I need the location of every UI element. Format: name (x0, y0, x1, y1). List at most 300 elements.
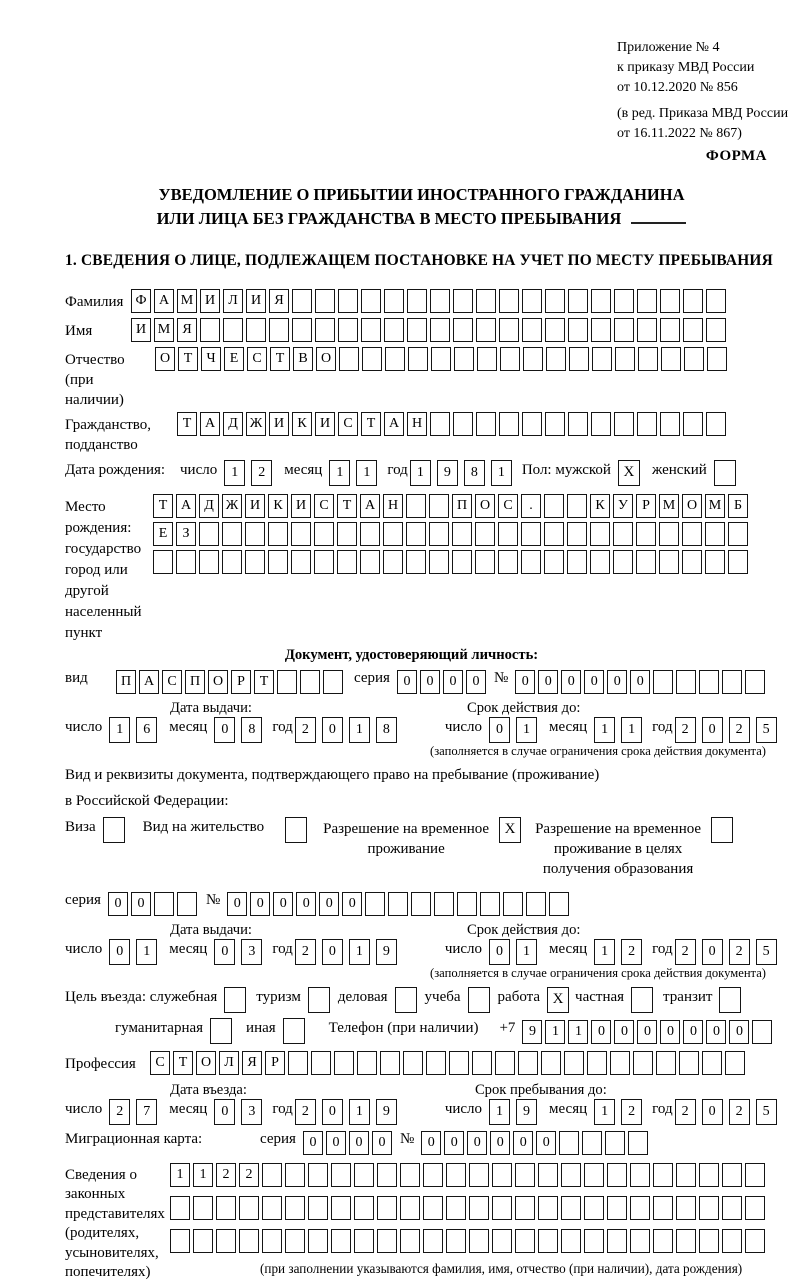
char-cell[interactable] (430, 318, 450, 342)
char-cell[interactable] (538, 1163, 558, 1187)
char-cell[interactable]: О (208, 670, 228, 694)
char-cell[interactable] (457, 892, 477, 916)
char-cell[interactable]: 0 (538, 670, 558, 694)
char-cell[interactable]: 1 (170, 1163, 190, 1187)
char-cell[interactable] (429, 522, 449, 546)
char-cell[interactable]: 2 (109, 1099, 130, 1125)
char-cell[interactable]: 8 (241, 717, 262, 743)
char-cell[interactable]: Т (173, 1051, 193, 1075)
char-cell[interactable]: А (154, 289, 174, 313)
char-cell[interactable]: 1 (329, 460, 350, 486)
char-cell[interactable]: И (315, 412, 335, 436)
char-cell[interactable] (193, 1229, 213, 1253)
char-cell[interactable] (423, 1163, 443, 1187)
char-cell[interactable] (377, 1163, 397, 1187)
char-cell[interactable] (745, 1163, 765, 1187)
char-cell[interactable]: 2 (295, 717, 316, 743)
char-cell[interactable] (492, 1196, 512, 1220)
char-cell[interactable] (653, 1229, 673, 1253)
char-cell[interactable]: 0 (131, 892, 151, 916)
char-cell[interactable] (676, 1196, 696, 1220)
char-cell[interactable]: А (176, 494, 196, 518)
char-cell[interactable]: 0 (584, 670, 604, 694)
char-cell[interactable] (590, 522, 610, 546)
char-cell[interactable] (676, 1163, 696, 1187)
char-cell[interactable] (495, 1051, 515, 1075)
char-cell[interactable] (676, 1229, 696, 1253)
char-cell[interactable] (153, 550, 173, 574)
char-cell[interactable] (605, 1131, 625, 1155)
char-cell[interactable] (682, 522, 702, 546)
char-cell[interactable]: 1 (594, 717, 615, 743)
char-cell[interactable] (400, 1229, 420, 1253)
char-cell[interactable]: 2 (295, 1099, 316, 1125)
char-cell[interactable]: 2 (729, 1099, 750, 1125)
char-cell[interactable] (285, 1229, 305, 1253)
char-cell[interactable]: У (613, 494, 633, 518)
char-cell[interactable] (706, 318, 726, 342)
char-cell[interactable] (567, 550, 587, 574)
char-cell[interactable] (476, 412, 496, 436)
char-cell[interactable] (380, 1051, 400, 1075)
char-cell[interactable] (331, 1229, 351, 1253)
char-cell[interactable] (568, 318, 588, 342)
char-cell[interactable] (699, 1196, 719, 1220)
char-cell[interactable] (385, 347, 405, 371)
char-cell[interactable] (637, 412, 657, 436)
char-cell[interactable] (354, 1196, 374, 1220)
char-cell[interactable] (469, 1163, 489, 1187)
char-cell[interactable] (400, 1163, 420, 1187)
char-cell[interactable] (406, 494, 426, 518)
char-cell[interactable]: 1 (193, 1163, 213, 1187)
char-cell[interactable] (660, 289, 680, 313)
char-cell[interactable]: 9 (437, 460, 458, 486)
char-cell[interactable] (315, 289, 335, 313)
char-cell[interactable] (561, 1163, 581, 1187)
char-cell[interactable]: 0 (637, 1020, 657, 1044)
char-cell[interactable]: Т (177, 412, 197, 436)
char-cell[interactable] (411, 892, 431, 916)
char-cell[interactable]: В (293, 347, 313, 371)
char-cell[interactable]: 0 (420, 670, 440, 694)
char-cell[interactable]: 0 (322, 1099, 343, 1125)
char-cell[interactable]: К (292, 412, 312, 436)
char-cell[interactable] (498, 522, 518, 546)
char-cell[interactable] (515, 1229, 535, 1253)
char-cell[interactable] (545, 318, 565, 342)
char-cell[interactable]: С (247, 347, 267, 371)
char-cell[interactable] (354, 1163, 374, 1187)
char-cell[interactable] (239, 1229, 259, 1253)
char-cell[interactable] (633, 1051, 653, 1075)
char-cell[interactable]: Ж (222, 494, 242, 518)
char-cell[interactable] (559, 1131, 579, 1155)
char-cell[interactable]: 0 (322, 939, 343, 965)
char-cell[interactable] (499, 289, 519, 313)
char-cell[interactable]: 8 (464, 460, 485, 486)
char-cell[interactable]: Т (361, 412, 381, 436)
char-cell[interactable] (154, 892, 174, 916)
char-cell[interactable] (354, 1229, 374, 1253)
char-cell[interactable]: 9 (376, 1099, 397, 1125)
char-cell[interactable] (361, 289, 381, 313)
char-cell[interactable] (515, 1196, 535, 1220)
char-cell[interactable] (636, 550, 656, 574)
char-cell[interactable]: О (196, 1051, 216, 1075)
char-cell[interactable]: О (155, 347, 175, 371)
char-cell[interactable] (722, 1163, 742, 1187)
char-cell[interactable] (377, 1229, 397, 1253)
char-cell[interactable] (476, 289, 496, 313)
char-cell[interactable] (245, 550, 265, 574)
char-cell[interactable] (659, 522, 679, 546)
char-cell[interactable]: Б (728, 494, 748, 518)
char-cell[interactable]: 0 (490, 1131, 510, 1155)
char-cell[interactable]: 0 (296, 892, 316, 916)
char-cell[interactable] (498, 550, 518, 574)
char-cell[interactable] (476, 318, 496, 342)
char-cell[interactable] (591, 289, 611, 313)
char-cell[interactable] (360, 550, 380, 574)
char-cell[interactable]: 0 (513, 1131, 533, 1155)
char-cell[interactable]: Д (223, 412, 243, 436)
char-cell[interactable] (523, 347, 543, 371)
char-cell[interactable]: Т (153, 494, 173, 518)
char-cell[interactable]: 0 (561, 670, 581, 694)
char-cell[interactable]: Ч (201, 347, 221, 371)
char-cell[interactable] (638, 347, 658, 371)
char-cell[interactable] (722, 1229, 742, 1253)
char-cell[interactable] (684, 347, 704, 371)
char-cell[interactable] (679, 1051, 699, 1075)
char-cell[interactable] (177, 892, 197, 916)
char-cell[interactable]: 0 (372, 1131, 392, 1155)
char-cell[interactable]: С (338, 412, 358, 436)
char-cell[interactable]: 0 (489, 939, 510, 965)
char-cell[interactable] (728, 550, 748, 574)
char-cell[interactable]: 1 (594, 939, 615, 965)
char-cell[interactable] (338, 289, 358, 313)
char-cell[interactable] (475, 522, 495, 546)
char-cell[interactable] (561, 1229, 581, 1253)
char-cell[interactable]: Н (383, 494, 403, 518)
char-cell[interactable]: 0 (729, 1020, 749, 1044)
char-cell[interactable] (707, 347, 727, 371)
char-cell[interactable]: Р (636, 494, 656, 518)
char-cell[interactable] (500, 347, 520, 371)
char-cell[interactable] (449, 1051, 469, 1075)
char-cell[interactable] (388, 892, 408, 916)
char-cell[interactable] (246, 318, 266, 342)
char-cell[interactable] (403, 1051, 423, 1075)
char-cell[interactable] (591, 412, 611, 436)
char-cell[interactable] (337, 550, 357, 574)
char-cell[interactable] (614, 318, 634, 342)
char-cell[interactable]: Ж (246, 412, 266, 436)
char-cell[interactable]: И (246, 289, 266, 313)
char-cell[interactable] (407, 289, 427, 313)
char-cell[interactable]: 0 (515, 670, 535, 694)
char-cell[interactable] (628, 1131, 648, 1155)
char-cell[interactable] (337, 522, 357, 546)
char-cell[interactable]: Ф (131, 289, 151, 313)
char-cell[interactable] (656, 1051, 676, 1075)
char-cell[interactable] (637, 318, 657, 342)
char-cell[interactable]: 0 (702, 939, 723, 965)
char-cell[interactable] (360, 522, 380, 546)
char-cell[interactable] (745, 670, 765, 694)
char-cell[interactable] (584, 1163, 604, 1187)
char-cell[interactable] (469, 1196, 489, 1220)
char-cell[interactable] (308, 1163, 328, 1187)
char-cell[interactable] (564, 1051, 584, 1075)
char-cell[interactable]: 0 (109, 939, 130, 965)
char-cell[interactable] (262, 1229, 282, 1253)
char-cell[interactable]: 2 (621, 1099, 642, 1125)
char-cell[interactable] (706, 289, 726, 313)
char-cell[interactable]: 5 (756, 717, 777, 743)
char-cell[interactable] (446, 1229, 466, 1253)
char-cell[interactable]: 0 (227, 892, 247, 916)
char-cell[interactable] (222, 550, 242, 574)
checkbox-rvp[interactable]: X (499, 817, 521, 843)
char-cell[interactable] (492, 1229, 512, 1253)
char-cell[interactable] (339, 347, 359, 371)
char-cell[interactable] (291, 550, 311, 574)
char-cell[interactable] (222, 522, 242, 546)
char-cell[interactable]: Л (219, 1051, 239, 1075)
char-cell[interactable]: 5 (756, 1099, 777, 1125)
char-cell[interactable] (699, 1163, 719, 1187)
char-cell[interactable]: 0 (683, 1020, 703, 1044)
char-cell[interactable] (549, 892, 569, 916)
char-cell[interactable]: О (682, 494, 702, 518)
char-cell[interactable] (630, 1196, 650, 1220)
char-cell[interactable] (545, 412, 565, 436)
char-cell[interactable] (683, 289, 703, 313)
char-cell[interactable]: 0 (319, 892, 339, 916)
char-cell[interactable]: 9 (522, 1020, 542, 1044)
char-cell[interactable]: К (268, 494, 288, 518)
checkbox-tourism[interactable] (308, 987, 330, 1013)
checkbox-official[interactable] (224, 987, 246, 1013)
char-cell[interactable]: И (245, 494, 265, 518)
char-cell[interactable]: Я (242, 1051, 262, 1075)
char-cell[interactable] (477, 347, 497, 371)
char-cell[interactable] (308, 1229, 328, 1253)
char-cell[interactable]: М (177, 289, 197, 313)
char-cell[interactable]: 2 (216, 1163, 236, 1187)
char-cell[interactable] (538, 1196, 558, 1220)
char-cell[interactable]: И (269, 412, 289, 436)
char-cell[interactable] (453, 289, 473, 313)
char-cell[interactable]: 0 (273, 892, 293, 916)
char-cell[interactable]: 6 (136, 717, 157, 743)
char-cell[interactable] (262, 1196, 282, 1220)
checkbox-residence-permit[interactable] (285, 817, 307, 843)
char-cell[interactable]: 3 (241, 939, 262, 965)
char-cell[interactable]: П (452, 494, 472, 518)
char-cell[interactable]: О (475, 494, 495, 518)
char-cell[interactable] (728, 522, 748, 546)
checkbox-visa[interactable] (103, 817, 125, 843)
char-cell[interactable]: И (131, 318, 151, 342)
char-cell[interactable]: 1 (349, 717, 370, 743)
char-cell[interactable] (613, 550, 633, 574)
char-cell[interactable]: Е (153, 522, 173, 546)
char-cell[interactable]: 2 (675, 717, 696, 743)
char-cell[interactable] (334, 1051, 354, 1075)
char-cell[interactable] (614, 412, 634, 436)
char-cell[interactable] (400, 1196, 420, 1220)
char-cell[interactable] (361, 318, 381, 342)
checkbox-humanitarian[interactable] (210, 1018, 232, 1044)
char-cell[interactable] (607, 1163, 627, 1187)
char-cell[interactable]: 0 (660, 1020, 680, 1044)
char-cell[interactable] (170, 1229, 190, 1253)
char-cell[interactable] (515, 1163, 535, 1187)
char-cell[interactable] (653, 1196, 673, 1220)
char-cell[interactable]: О (316, 347, 336, 371)
char-cell[interactable]: Т (254, 670, 274, 694)
char-cell[interactable] (615, 347, 635, 371)
char-cell[interactable]: 0 (303, 1131, 323, 1155)
char-cell[interactable] (452, 550, 472, 574)
char-cell[interactable]: 0 (466, 670, 486, 694)
char-cell[interactable] (584, 1196, 604, 1220)
char-cell[interactable] (610, 1051, 630, 1075)
char-cell[interactable]: И (291, 494, 311, 518)
char-cell[interactable]: Д (199, 494, 219, 518)
char-cell[interactable] (429, 550, 449, 574)
char-cell[interactable] (472, 1051, 492, 1075)
char-cell[interactable]: 2 (675, 1099, 696, 1125)
char-cell[interactable]: 0 (421, 1131, 441, 1155)
char-cell[interactable] (699, 1229, 719, 1253)
char-cell[interactable] (561, 1196, 581, 1220)
char-cell[interactable] (223, 318, 243, 342)
char-cell[interactable]: М (154, 318, 174, 342)
char-cell[interactable] (702, 1051, 722, 1075)
char-cell[interactable]: С (314, 494, 334, 518)
char-cell[interactable] (682, 550, 702, 574)
char-cell[interactable] (480, 892, 500, 916)
char-cell[interactable] (659, 550, 679, 574)
char-cell[interactable]: 0 (536, 1131, 556, 1155)
char-cell[interactable]: 2 (295, 939, 316, 965)
char-cell[interactable]: 0 (607, 670, 627, 694)
char-cell[interactable]: С (162, 670, 182, 694)
char-cell[interactable]: 1 (491, 460, 512, 486)
char-cell[interactable]: 1 (349, 939, 370, 965)
char-cell[interactable]: 9 (516, 1099, 537, 1125)
char-cell[interactable]: 2 (621, 939, 642, 965)
char-cell[interactable] (591, 318, 611, 342)
char-cell[interactable] (384, 289, 404, 313)
char-cell[interactable]: 0 (108, 892, 128, 916)
char-cell[interactable]: Е (224, 347, 244, 371)
char-cell[interactable] (518, 1051, 538, 1075)
char-cell[interactable] (308, 1196, 328, 1220)
char-cell[interactable]: . (521, 494, 541, 518)
char-cell[interactable] (176, 550, 196, 574)
char-cell[interactable]: А (139, 670, 159, 694)
char-cell[interactable] (277, 670, 297, 694)
char-cell[interactable] (285, 1196, 305, 1220)
char-cell[interactable] (706, 412, 726, 436)
char-cell[interactable] (522, 318, 542, 342)
char-cell[interactable] (661, 347, 681, 371)
char-cell[interactable]: 0 (443, 670, 463, 694)
char-cell[interactable] (660, 412, 680, 436)
char-cell[interactable] (544, 494, 564, 518)
char-cell[interactable] (705, 550, 725, 574)
char-cell[interactable] (568, 289, 588, 313)
char-cell[interactable]: 1 (224, 460, 245, 486)
checkbox-study[interactable] (468, 987, 490, 1013)
char-cell[interactable]: М (705, 494, 725, 518)
char-cell[interactable] (541, 1051, 561, 1075)
char-cell[interactable] (475, 550, 495, 574)
char-cell[interactable] (216, 1196, 236, 1220)
char-cell[interactable]: 7 (136, 1099, 157, 1125)
char-cell[interactable] (331, 1163, 351, 1187)
char-cell[interactable]: 1 (594, 1099, 615, 1125)
char-cell[interactable]: А (360, 494, 380, 518)
char-cell[interactable] (546, 347, 566, 371)
char-cell[interactable] (521, 522, 541, 546)
char-cell[interactable]: Т (178, 347, 198, 371)
char-cell[interactable] (538, 1229, 558, 1253)
char-cell[interactable]: 0 (614, 1020, 634, 1044)
char-cell[interactable] (567, 494, 587, 518)
char-cell[interactable]: 0 (489, 717, 510, 743)
char-cell[interactable]: Я (177, 318, 197, 342)
char-cell[interactable]: 1 (516, 939, 537, 965)
char-cell[interactable]: 0 (250, 892, 270, 916)
char-cell[interactable] (683, 318, 703, 342)
char-cell[interactable] (430, 412, 450, 436)
checkbox-transit[interactable] (719, 987, 741, 1013)
char-cell[interactable]: 3 (241, 1099, 262, 1125)
checkbox-business[interactable] (395, 987, 417, 1013)
char-cell[interactable]: 0 (702, 1099, 723, 1125)
char-cell[interactable] (239, 1196, 259, 1220)
char-cell[interactable]: С (150, 1051, 170, 1075)
char-cell[interactable] (357, 1051, 377, 1075)
char-cell[interactable]: 8 (376, 717, 397, 743)
char-cell[interactable] (292, 318, 312, 342)
char-cell[interactable]: 0 (702, 717, 723, 743)
char-cell[interactable]: 1 (545, 1020, 565, 1044)
char-cell[interactable] (544, 550, 564, 574)
char-cell[interactable] (607, 1229, 627, 1253)
char-cell[interactable] (291, 522, 311, 546)
char-cell[interactable]: 0 (214, 717, 235, 743)
char-cell[interactable] (300, 670, 320, 694)
title-blank-line[interactable] (631, 222, 686, 224)
char-cell[interactable] (315, 318, 335, 342)
char-cell[interactable] (607, 1196, 627, 1220)
char-cell[interactable]: П (116, 670, 136, 694)
char-cell[interactable] (503, 892, 523, 916)
char-cell[interactable] (745, 1229, 765, 1253)
char-cell[interactable] (614, 289, 634, 313)
checkbox-rvp-edu[interactable] (711, 817, 733, 843)
char-cell[interactable] (722, 670, 742, 694)
char-cell[interactable] (338, 318, 358, 342)
